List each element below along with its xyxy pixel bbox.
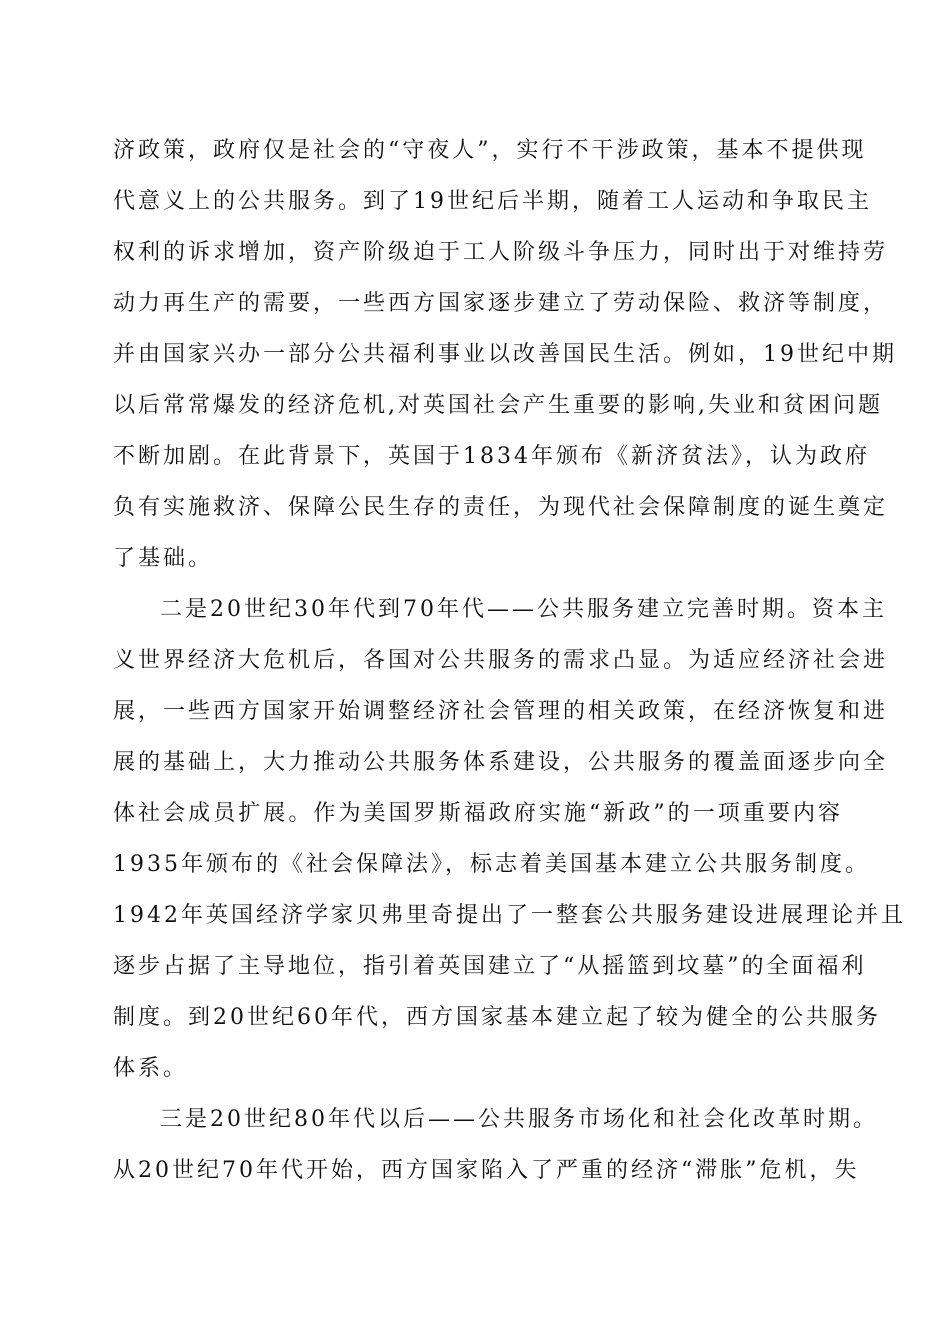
text-line: 了基础。: [113, 546, 214, 571]
paragraph-first-line: 二是20世纪30年代到70年代——公共服务建立完善时期。资本主: [160, 597, 887, 622]
text-line: 体系。: [113, 1056, 189, 1081]
text-line: 并由国家兴办一部分公共福利事业以改善国民生活。例如，19世纪中期: [113, 342, 897, 367]
text-line: 1935年颁布的《社会保障法》，标志着美国基本建立公共服务制度。: [113, 852, 870, 877]
text-line: 负有实施救济、保障公民生存的责任，为现代社会保障制度的诞生奠定: [113, 495, 889, 520]
text-line: 展的基础上，大力推动公共服务体系建设，公共服务的覆盖面逐步向全: [113, 750, 889, 775]
text-line: 权利的诉求增加，资产阶级迫于工人阶级斗争压力，同时出于对维持劳: [113, 240, 889, 265]
text-line: 制度。到20世纪60年代，西方国家基本建立起了较为健全的公共服务: [113, 1005, 881, 1030]
text-line: 不断加剧。在此背景下，英国于1834年颁布《新济贫法》，认为政府: [113, 444, 870, 469]
text-line: 以后常常爆发的经济危机,对英国社会产生重要的影响,失业和贫困问题: [113, 393, 883, 418]
text-line: 体社会成员扩展。作为美国罗斯福政府实施“新政”的一项重要内容: [113, 801, 843, 826]
text-line: 1942年英国经济学家贝弗里奇提出了一整套公共服务建设进展理论并且: [113, 903, 906, 928]
text-line: 展，一些西方国家开始调整经济社会管理的相关政策，在经济恢复和进: [113, 699, 889, 724]
text-line: 从20世纪70年代开始，西方国家陷入了严重的经济“滞胀”危机，失: [113, 1158, 860, 1183]
text-line: 济政策，政府仅是社会的“守夜人”，实行不干涉政策，基本不提供现: [113, 138, 867, 163]
text-line: 动力再生产的需要，一些西方国家逐步建立了劳动保险、救济等制度，: [113, 291, 889, 316]
text-line: 代意义上的公共服务。到了19世纪后半期，随着工人运动和争取民主: [113, 189, 872, 214]
text-line: 义世界经济大危机后，各国对公共服务的需求凸显。为适应经济社会进: [113, 648, 889, 673]
paragraph-first-line: 三是20世纪80年代以后——公共服务市场化和社会化改革时期。: [160, 1107, 878, 1132]
text-line: 逐步占据了主导地位，指引着英国建立了“从摇篮到坟墓”的全面福利: [113, 954, 867, 979]
